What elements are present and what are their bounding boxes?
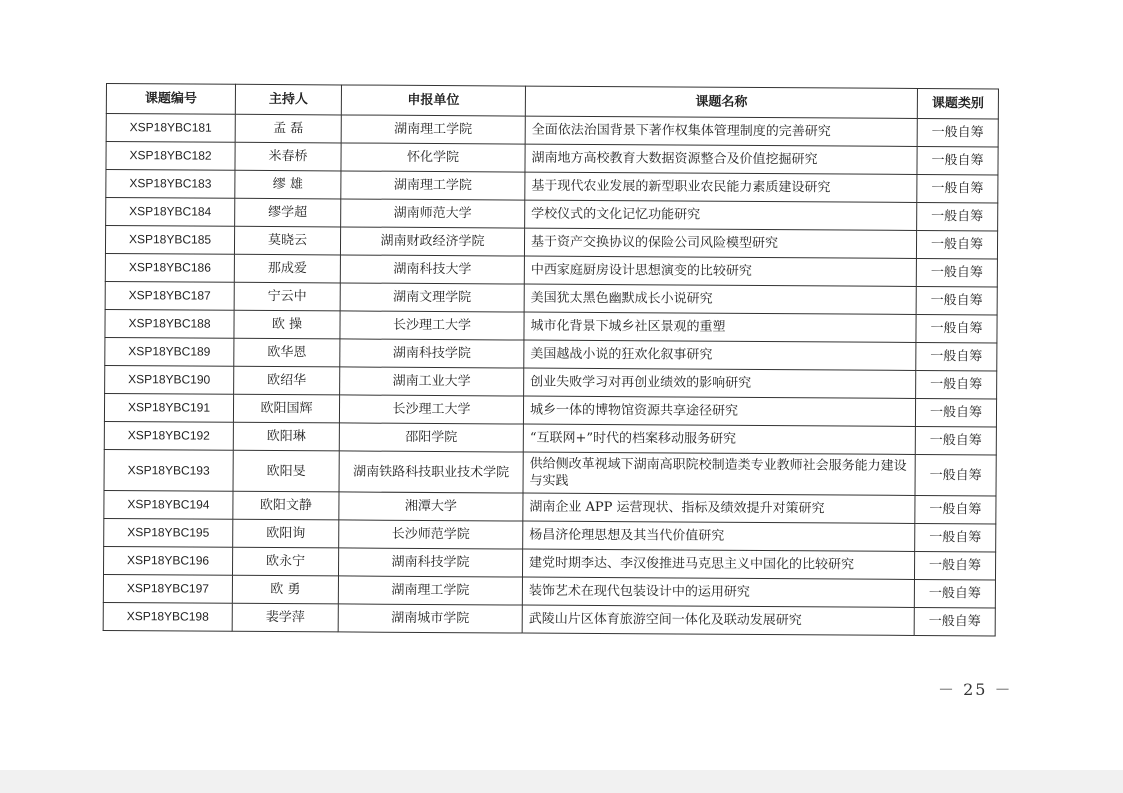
cell-category: 一般自筹 bbox=[914, 551, 995, 579]
cell-project-name: 美国越战小说的狂欢化叙事研究 bbox=[524, 340, 916, 370]
cell-unit: 湖南科技大学 bbox=[340, 255, 524, 284]
header-host: 主持人 bbox=[235, 84, 341, 115]
cell-category: 一般自筹 bbox=[914, 579, 995, 607]
project-table bbox=[103, 83, 999, 636]
table-body bbox=[103, 114, 998, 636]
cell-host: 欧阳文静 bbox=[233, 491, 339, 520]
cell-unit: 湖南理工学院 bbox=[341, 115, 525, 144]
cell-project-name: “互联网+”时代的档案移动服务研究 bbox=[523, 424, 915, 454]
cell-project-name: 湖南企业 APP 运营现状、指标及绩效提升对策研究 bbox=[523, 493, 915, 523]
cell-unit: 湖南科技学院 bbox=[340, 339, 524, 368]
cell-project-name: 基于资产交换协议的保险公司风险模型研究 bbox=[524, 228, 916, 258]
table-row bbox=[103, 602, 995, 635]
cell-project-id: XSP18YBC194 bbox=[104, 490, 233, 519]
cell-project-name: 供给侧改革视域下湖南高职院校制造类专业教师社会服务能力建设与实践 bbox=[523, 452, 915, 495]
cell-host: 欧阳旻 bbox=[233, 450, 339, 492]
cell-project-name: 建党时期李达、李汉俊推进马克思主义中国化的比较研究 bbox=[522, 549, 914, 579]
cell-project-id: XSP18YBC185 bbox=[105, 226, 234, 255]
cell-project-name: 城市化背景下城乡社区景观的重塑 bbox=[524, 312, 916, 342]
cell-project-name: 创业失败学习对再创业绩效的影响研究 bbox=[524, 368, 916, 398]
header-category: 课题类别 bbox=[917, 88, 998, 118]
cell-unit: 长沙理工大学 bbox=[339, 395, 523, 424]
cell-host: 欧 操 bbox=[234, 310, 340, 339]
cell-unit: 邵阳学院 bbox=[339, 423, 523, 452]
cell-project-name: 学校仪式的文化记忆功能研究 bbox=[525, 200, 917, 230]
cell-project-id: XSP18YBC182 bbox=[106, 142, 235, 171]
cell-project-name: 基于现代农业发展的新型职业农民能力素质建设研究 bbox=[525, 172, 917, 202]
cell-category: 一般自筹 bbox=[915, 398, 996, 426]
cell-category: 一般自筹 bbox=[916, 230, 997, 258]
cell-host: 宁云中 bbox=[234, 282, 340, 311]
cell-unit: 湖南文理学院 bbox=[340, 283, 524, 312]
cell-unit: 湘潭大学 bbox=[339, 492, 523, 521]
cell-project-name: 杨昌济伦理思想及其当代价值研究 bbox=[523, 521, 915, 551]
cell-host: 欧绍华 bbox=[234, 366, 340, 395]
cell-project-name: 湖南地方高校教育大数据资源整合及价值挖掘研究 bbox=[525, 144, 917, 174]
cell-category: 一般自筹 bbox=[917, 202, 998, 230]
cell-unit: 湖南师范大学 bbox=[341, 199, 525, 228]
cell-unit: 长沙理工大学 bbox=[340, 311, 524, 340]
cell-project-name: 武陵山片区体育旅游空间一体化及联动发展研究 bbox=[522, 605, 914, 635]
page-number: － 25 － bbox=[938, 680, 1013, 699]
cell-host: 孟 磊 bbox=[235, 114, 341, 143]
cell-project-id: XSP18YBC187 bbox=[105, 281, 234, 310]
cell-host: 欧永宁 bbox=[232, 547, 338, 576]
header-unit: 申报单位 bbox=[341, 85, 525, 116]
cell-unit: 湖南城市学院 bbox=[338, 604, 522, 633]
cell-unit: 湖南财政经济学院 bbox=[340, 227, 524, 256]
cell-unit: 长沙师范学院 bbox=[339, 520, 523, 549]
cell-unit: 湖南工业大学 bbox=[340, 367, 524, 396]
cell-project-id: XSP18YBC192 bbox=[104, 421, 233, 450]
cell-project-id: XSP18YBC183 bbox=[106, 170, 235, 199]
cell-project-name: 中西家庭厨房设计思想演变的比较研究 bbox=[524, 256, 916, 286]
cell-host: 米春桥 bbox=[235, 142, 341, 171]
cell-host: 欧 勇 bbox=[232, 575, 338, 604]
cell-project-id: XSP18YBC197 bbox=[103, 574, 232, 603]
cell-project-id: XSP18YBC181 bbox=[106, 114, 235, 143]
cell-project-id: XSP18YBC188 bbox=[105, 309, 234, 338]
cell-unit: 湖南科技学院 bbox=[338, 548, 522, 577]
table-row bbox=[104, 449, 996, 495]
cell-project-id: XSP18YBC193 bbox=[104, 449, 233, 491]
cell-category: 一般自筹 bbox=[917, 174, 998, 202]
cell-category: 一般自筹 bbox=[917, 146, 998, 174]
cell-project-name: 城乡一体的博物馆资源共享途径研究 bbox=[523, 396, 915, 426]
cell-category: 一般自筹 bbox=[916, 342, 997, 370]
cell-project-id: XSP18YBC186 bbox=[105, 253, 234, 282]
cell-host: 欧阳询 bbox=[233, 519, 339, 548]
header-project-id: 课题编号 bbox=[106, 84, 235, 115]
cell-project-id: XSP18YBC184 bbox=[106, 198, 235, 227]
cell-host: 欧华恩 bbox=[234, 338, 340, 367]
cell-host: 裴学萍 bbox=[232, 603, 338, 632]
cell-category: 一般自筹 bbox=[916, 258, 997, 286]
cell-category: 一般自筹 bbox=[917, 118, 998, 146]
cell-project-id: XSP18YBC195 bbox=[104, 518, 233, 547]
cell-category: 一般自筹 bbox=[915, 523, 996, 551]
cell-category: 一般自筹 bbox=[915, 454, 996, 495]
page-bottom-shade bbox=[0, 770, 1123, 793]
cell-host: 欧阳国辉 bbox=[233, 394, 339, 423]
cell-host: 莫晓云 bbox=[234, 226, 340, 255]
cell-project-id: XSP18YBC190 bbox=[105, 365, 234, 394]
cell-project-id: XSP18YBC198 bbox=[103, 602, 232, 631]
cell-host: 那成爱 bbox=[234, 254, 340, 283]
cell-unit: 怀化学院 bbox=[341, 143, 525, 172]
cell-host: 欧阳琳 bbox=[233, 422, 339, 451]
cell-category: 一般自筹 bbox=[914, 607, 995, 635]
cell-host: 缪 雄 bbox=[235, 170, 341, 199]
cell-host: 缪学超 bbox=[235, 198, 341, 227]
cell-unit: 湖南理工学院 bbox=[341, 171, 525, 200]
cell-project-name: 美国犹太黑色幽默成长小说研究 bbox=[524, 284, 916, 314]
cell-category: 一般自筹 bbox=[915, 495, 996, 523]
cell-category: 一般自筹 bbox=[916, 370, 997, 398]
cell-category: 一般自筹 bbox=[916, 314, 997, 342]
cell-project-name: 装饰艺术在现代包装设计中的运用研究 bbox=[522, 577, 914, 607]
cell-category: 一般自筹 bbox=[915, 426, 996, 454]
cell-project-id: XSP18YBC189 bbox=[105, 337, 234, 366]
cell-project-name: 全面依法治国背景下著作权集体管理制度的完善研究 bbox=[525, 116, 917, 146]
header-project-name: 课题名称 bbox=[525, 86, 917, 118]
cell-project-id: XSP18YBC196 bbox=[103, 546, 232, 575]
cell-unit: 湖南铁路科技职业技术学院 bbox=[339, 451, 523, 493]
cell-category: 一般自筹 bbox=[916, 286, 997, 314]
cell-project-id: XSP18YBC191 bbox=[104, 393, 233, 422]
cell-unit: 湖南理工学院 bbox=[338, 576, 522, 605]
